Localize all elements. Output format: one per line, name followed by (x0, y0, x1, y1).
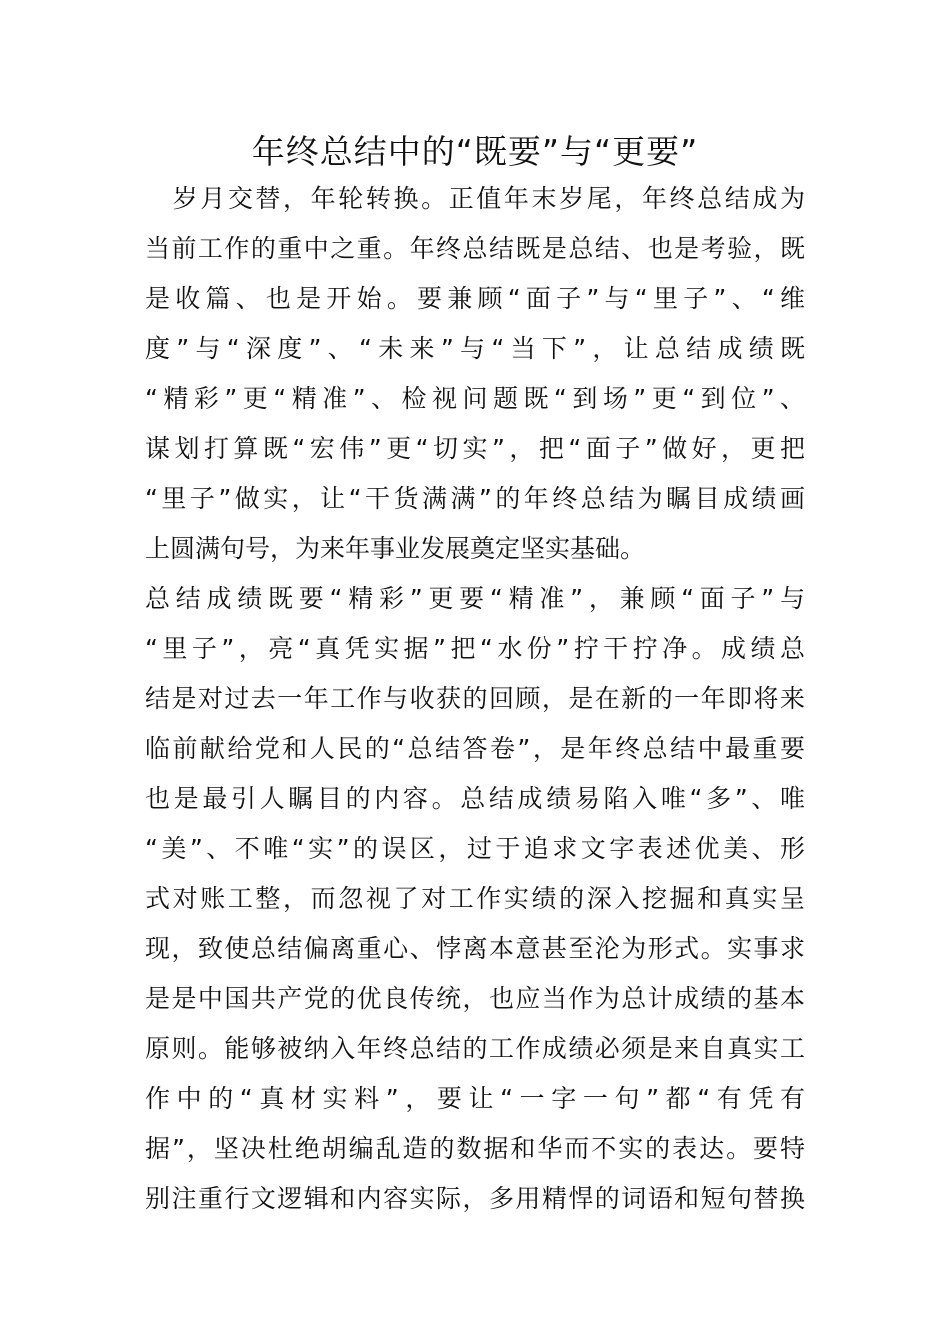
paragraph-line: “里子”，亮“真凭实据”把“水份”拧干拧净。成绩总 (145, 634, 805, 663)
paragraph-line: 总结成绩既要“精彩”更要“精准”，兼顾“面子”与 (145, 584, 805, 613)
paragraph-line: “里子”做实，让“干货满满”的年终总结为瞩目成绩画 (145, 484, 805, 513)
paragraph-line: 也是最引人瞩目的内容。总结成绩易陷入唯“多”、唯 (145, 784, 805, 813)
paragraph-line: “美”、不唯“实”的误区，过于追求文字表述优美、形 (145, 834, 805, 863)
paragraph-line: 上圆满句号，为来年事业发展奠定坚实基础。 (145, 534, 646, 563)
paragraph-line: 原则。能够被纳入年终总结的工作成绩必须是来自真实工 (145, 1034, 805, 1063)
paragraph-line: 是是中国共产党的优良传统，也应当作为总计成绩的基本 (145, 984, 805, 1013)
paragraph-line: 据”，坚决杜绝胡编乱造的数据和华而不实的表达。要特 (145, 1134, 805, 1163)
paragraph-line: 结是对过去一年工作与收获的回顾，是在新的一年即将来 (145, 684, 805, 713)
document-title: 年终总结中的“既要”与“更要” (251, 132, 699, 171)
paragraph-line: 临前献给党和人民的“总结答卷”，是年终总结中最重要 (145, 734, 805, 763)
paragraph-line: 谋划打算既“宏伟”更“切实”，把“面子”做好，更把 (145, 434, 805, 463)
paragraph-line: 式对账工整，而忽视了对工作实绩的深入挖掘和真实呈 (145, 884, 805, 913)
paragraph-line: “精彩”更“精准”、检视问题既“到场”更“到位”、 (145, 384, 805, 413)
paragraph-line: 现，致使总结偏离重心、悖离本意甚至沦为形式。实事求 (145, 934, 805, 963)
paragraph-line: 是收篇、也是开始。要兼顾“面子”与“里子”、“维 (145, 284, 805, 313)
paragraph-line: 作中的“真材实料”，要让“一字一句”都“有凭有 (145, 1084, 805, 1113)
paragraph-line: 岁月交替，年轮转换。正值年末岁尾，年终总结成为 (145, 184, 805, 213)
paragraph-line: 别注重行文逻辑和内容实际，多用精悍的词语和短句替换 (145, 1184, 805, 1213)
paragraph-line: 度”与“深度”、“未来”与“当下”，让总结成绩既 (145, 334, 805, 363)
paragraph-line: 当前工作的重中之重。年终总结既是总结、也是考验，既 (145, 234, 805, 263)
